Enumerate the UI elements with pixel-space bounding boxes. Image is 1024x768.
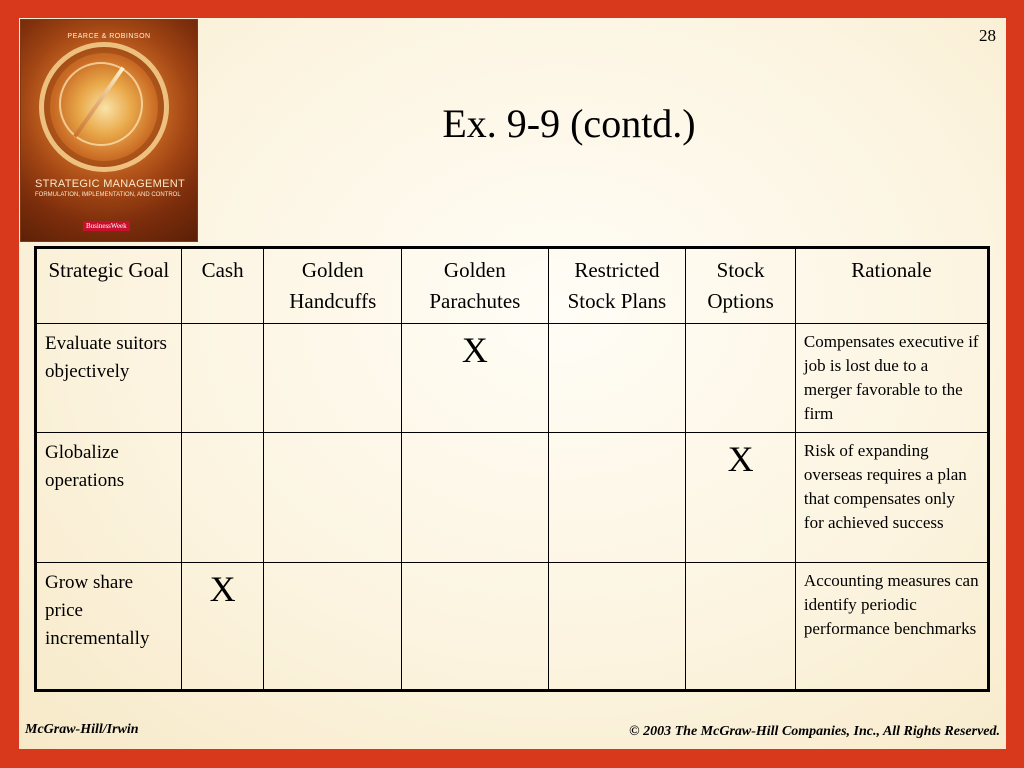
stock-options-cell xyxy=(686,324,796,433)
golden-handcuffs-cell xyxy=(264,433,402,563)
stock-options-cell xyxy=(686,563,796,691)
golden-parachutes-cell: X xyxy=(402,324,549,433)
rationale-cell: Compensates executive if job is lost due to a merger favorable to the firm xyxy=(795,324,988,433)
table-row xyxy=(36,433,989,563)
goal-cell: Grow share price incrementally xyxy=(36,563,182,691)
header-cash: Cash xyxy=(181,248,264,324)
goal-cell: Evaluate suitors objectively xyxy=(36,324,182,433)
book-title: STRATEGIC MANAGEMENT xyxy=(35,178,186,190)
table-row xyxy=(36,324,989,433)
slide xyxy=(19,18,1006,749)
cash-cell: X xyxy=(181,563,264,691)
footer-copyright: © 2003 The McGraw-Hill Companies, Inc., All Rights Reserved. xyxy=(629,724,1000,739)
rationale-cell: Risk of expanding overseas requires a plan that compensates only for achieved success xyxy=(795,433,988,563)
compensation-table xyxy=(34,246,990,692)
header-restricted-stock-plans: Restricted Stock Plans xyxy=(548,248,686,324)
goal-cell: Globalize operations xyxy=(36,433,182,563)
golden-parachutes-cell xyxy=(402,433,549,563)
golden-handcuffs-cell xyxy=(264,563,402,691)
book-cover-image xyxy=(20,19,198,242)
restricted-stock-plans-cell xyxy=(548,563,686,691)
header-rationale: Rationale xyxy=(795,248,988,324)
cash-cell xyxy=(181,324,264,433)
restricted-stock-plans-cell xyxy=(548,433,686,563)
compass-inner-ring-graphic xyxy=(59,62,143,146)
golden-handcuffs-cell xyxy=(264,324,402,433)
golden-parachutes-cell xyxy=(402,563,549,691)
book-author: PEARCE & ROBINSON xyxy=(67,33,151,40)
book-subtitle: FORMULATION, IMPLEMENTATION, AND CONTROL xyxy=(35,192,181,198)
page-number: 28 xyxy=(979,26,996,45)
header-golden-handcuffs: Golden Handcuffs xyxy=(264,248,402,324)
header-strategic-goal: Strategic Goal xyxy=(36,248,182,324)
table-header-row xyxy=(36,248,989,324)
cash-cell xyxy=(181,433,264,563)
footer-publisher: McGraw-Hill/Irwin xyxy=(25,722,139,737)
slide-title: Ex. 9-9 (contd.) xyxy=(442,101,696,146)
rationale-cell: Accounting measures can identify periodic performance benchmarks xyxy=(795,563,988,691)
businessweek-logo: BusinessWeek xyxy=(83,221,130,231)
table-row xyxy=(36,563,989,691)
header-golden-parachutes: Golden Parachutes xyxy=(402,248,549,324)
stock-options-cell: X xyxy=(686,433,796,563)
header-stock-options: Stock Options xyxy=(686,248,796,324)
restricted-stock-plans-cell xyxy=(548,324,686,433)
